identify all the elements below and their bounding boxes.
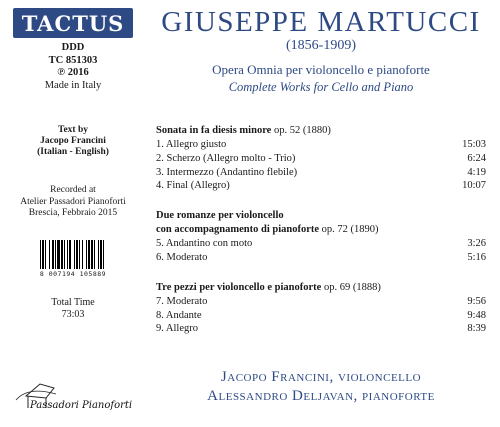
tactus-logo: TACTUS	[13, 8, 133, 38]
copyright-notice: ℗ 2016	[57, 67, 89, 78]
subtitle-english: Complete Works for Cello and Piano	[228, 80, 414, 94]
track-time: 15:03	[462, 139, 486, 150]
work-title-main: Due romanze per violoncello	[156, 210, 284, 222]
composer-name: GIUSEPPE MARTUCCI	[161, 6, 481, 38]
work-romanze	[156, 209, 486, 265]
total-time	[13, 297, 133, 321]
track-label: 2. Scherzo (Allegro molto - Trio)	[156, 152, 296, 164]
track-row	[156, 237, 486, 251]
barcode-number: 8 007194 105889	[39, 270, 107, 278]
track-row	[156, 295, 486, 309]
total-time-value: 73:03	[61, 309, 85, 320]
track-label: 5. Andantino con moto	[156, 238, 253, 250]
recorded-line: Recorded at	[50, 185, 96, 195]
track-label: 3. Intermezzo (Andantino flebile)	[156, 166, 298, 178]
track-row	[156, 152, 486, 166]
text-credits	[13, 125, 133, 158]
text-by-label: Text by	[57, 125, 88, 135]
track-label: 1. Allegro giusto	[156, 139, 227, 150]
tracklist	[156, 124, 486, 336]
subtitle-italian: Opera Omnia per violoncello e pianoforte	[212, 62, 430, 77]
text-by-languages: (Italian - English)	[37, 147, 109, 157]
composer-dates: (1856-1909)	[286, 38, 356, 53]
track-label: 4. Final (Allegro)	[156, 180, 230, 192]
work-title-main: Tre pezzi per violoncello e pianoforte	[156, 281, 322, 293]
track-label: 7. Moderato	[156, 295, 208, 307]
track-row	[156, 309, 486, 323]
catalog-number: TC 851303	[48, 54, 98, 66]
work-title	[156, 281, 486, 295]
recorded-line: Atelier Passadori Pianoforti	[20, 196, 126, 207]
work-tre-pezzi	[156, 281, 486, 336]
track-time: 9:48	[467, 309, 486, 321]
catalog-info	[13, 42, 133, 92]
track-time: 4:19	[467, 166, 486, 178]
atelier-logo-text: Passadori Pianoforti	[30, 400, 133, 411]
piano-icon	[6, 378, 141, 418]
track-label: 8. Andante	[156, 309, 202, 321]
work-title-line2	[156, 223, 486, 237]
track-time: 6:24	[467, 152, 486, 164]
work-title	[156, 124, 486, 138]
work-title	[156, 209, 486, 223]
text-by-name: Jacopo Francini	[40, 136, 106, 146]
work-title-opus: op. 72 (1890)	[319, 224, 379, 236]
performers	[148, 368, 494, 406]
work-title-main: Sonata in fa diesis minore	[156, 125, 272, 136]
track-row	[156, 179, 486, 193]
track-time: 10:07	[462, 180, 486, 192]
track-time: 9:56	[467, 295, 486, 307]
format-code: DDD	[61, 42, 85, 53]
work-title-opus: op. 52 (1880)	[271, 125, 331, 136]
origin-text: Made in Italy	[44, 79, 102, 91]
total-time-label: Total Time	[51, 297, 95, 308]
performer-piano: Alessandro Deljavan, pianoforte	[207, 388, 435, 404]
work-title-main: con accompagnamento di pianoforte	[156, 224, 320, 236]
recorded-line: Brescia, Febbraio 2015	[28, 208, 118, 218]
recording-info	[13, 185, 133, 220]
atelier-passadori-logo	[6, 378, 141, 418]
track-time: 8:39	[467, 323, 486, 335]
track-row	[156, 251, 486, 265]
work-title-opus: op. 69 (1888)	[321, 281, 381, 293]
track-time: 5:16	[467, 251, 486, 263]
barcode	[14, 240, 132, 278]
track-label: 6. Moderato	[156, 251, 208, 263]
performer-cello: Jacopo Francini, violoncello	[220, 369, 422, 385]
track-time: 3:26	[467, 238, 486, 250]
barcode-bars	[40, 240, 106, 269]
track-row	[156, 322, 486, 336]
track-row	[156, 138, 486, 152]
work-sonata	[156, 124, 486, 193]
track-label: 9. Allegro	[156, 323, 198, 335]
track-row	[156, 166, 486, 180]
